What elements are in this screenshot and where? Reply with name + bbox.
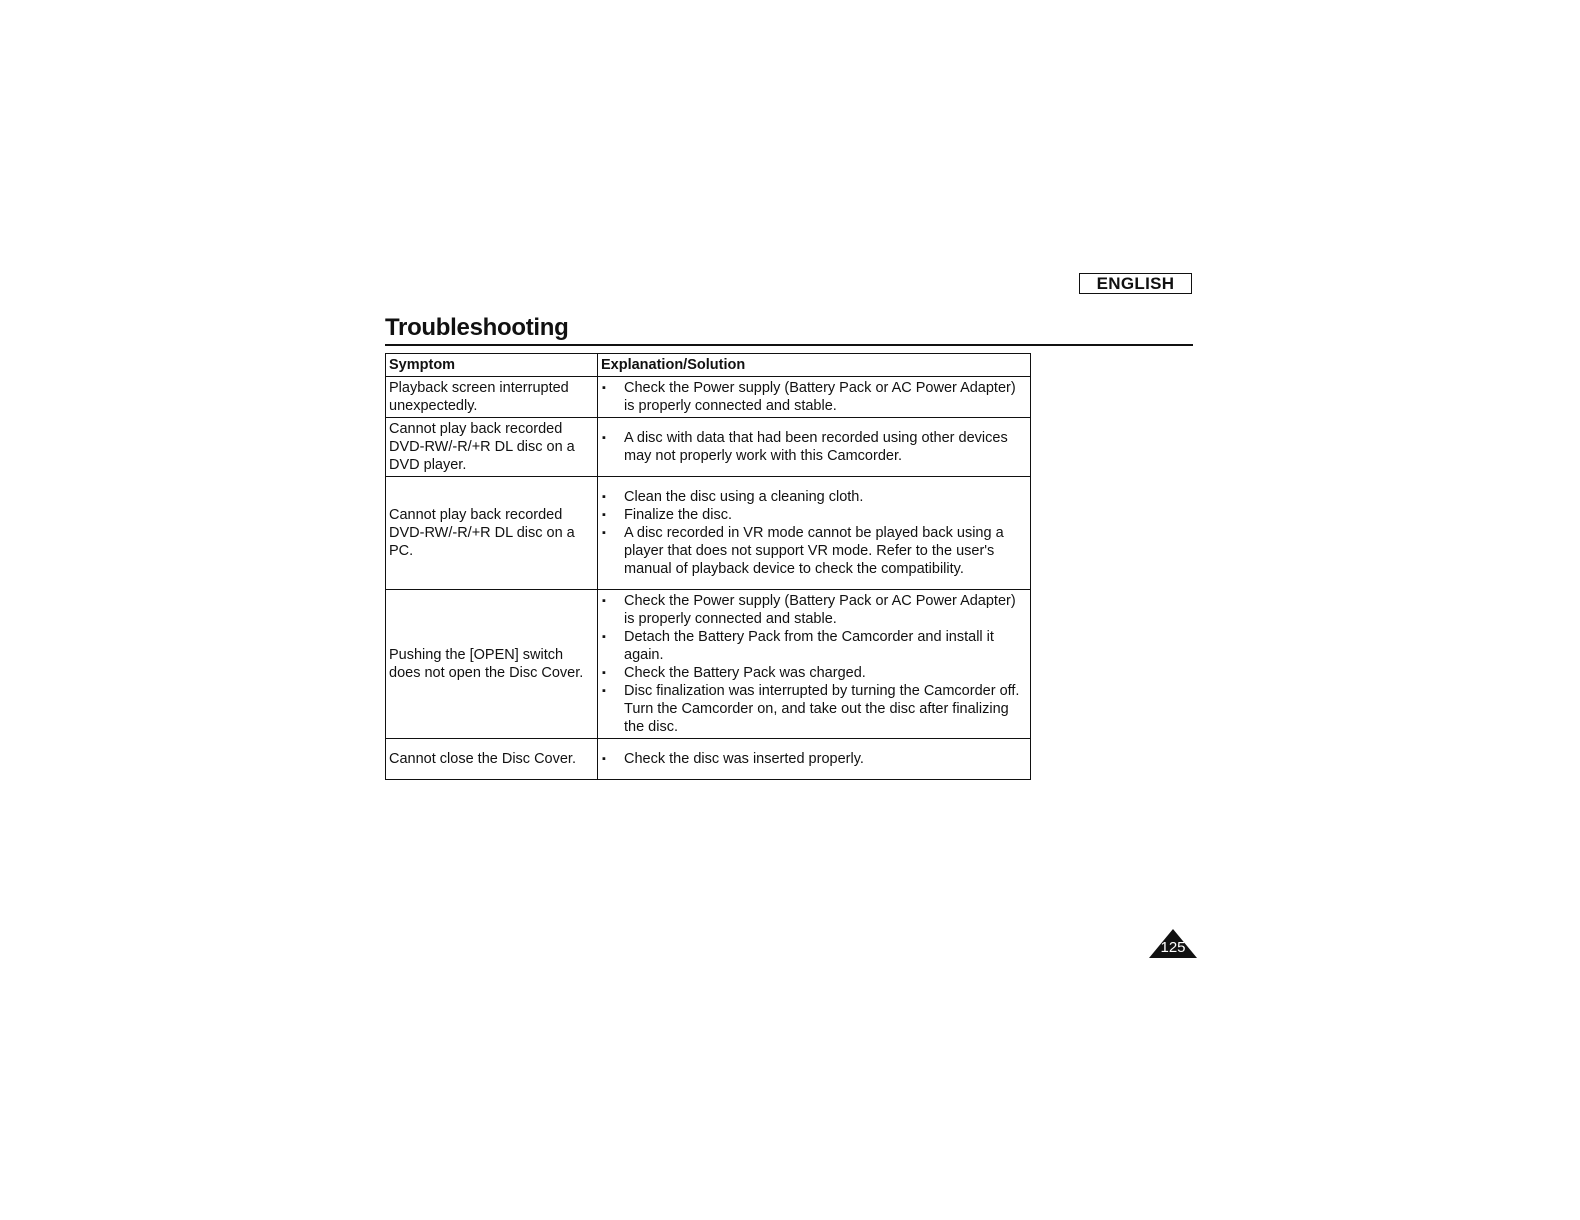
solution-list: [601, 429, 1027, 465]
table-header-row: [386, 354, 1031, 377]
bullet-icon: ▪: [602, 527, 606, 539]
troubleshooting-table: [385, 353, 1031, 780]
solution-item: [601, 750, 1027, 768]
solution-list: [601, 488, 1027, 578]
solution-text: A disc recorded in VR mode cannot be played back using a player that does not support VR mode. Refer to the user's manual of playback device to check the compatibility.: [624, 525, 1004, 577]
solution-text: Check the Power supply (Battery Pack or AC Power Adapter) is properly connected and stable.: [624, 593, 1016, 627]
symptom-cell: Cannot play back recorded DVD-RW/-R/+R DL disc on a PC.: [386, 477, 598, 590]
table-row: [386, 477, 1031, 590]
column-header-symptom: Symptom: [386, 354, 598, 377]
solution-text: Check the disc was inserted properly.: [624, 751, 864, 767]
solution-item: [601, 429, 1027, 465]
bullet-icon: ▪: [602, 667, 606, 679]
symptom-cell: Cannot play back recorded DVD-RW/-R/+R DL disc on a DVD player.: [386, 418, 598, 477]
bullet-icon: ▪: [602, 631, 606, 643]
solution-cell: [598, 418, 1031, 477]
solution-item: [601, 379, 1027, 415]
title-divider: [385, 344, 1193, 346]
solution-text: Finalize the disc.: [624, 507, 732, 523]
solution-cell: [598, 590, 1031, 739]
table-row: [386, 590, 1031, 739]
bullet-icon: ▪: [602, 685, 606, 697]
page-number-badge: [1149, 929, 1197, 958]
solution-cell: [598, 739, 1031, 780]
solution-item: [601, 488, 1027, 506]
column-header-solution: Explanation/Solution: [598, 354, 1031, 377]
bullet-icon: ▪: [602, 432, 606, 444]
bullet-icon: ▪: [602, 509, 606, 521]
page-number: 125: [1160, 939, 1186, 956]
page-title: Troubleshooting: [385, 314, 569, 341]
solution-item: [601, 506, 1027, 524]
bullet-icon: ▪: [602, 595, 606, 607]
solution-text: Check the Battery Pack was charged.: [624, 665, 866, 681]
solution-item: [601, 664, 1027, 682]
solution-item: [601, 682, 1027, 736]
symptom-cell: Cannot close the Disc Cover.: [386, 739, 598, 780]
solution-text: Clean the disc using a cleaning cloth.: [624, 489, 864, 505]
table-row: [386, 418, 1031, 477]
language-badge: ENGLISH: [1079, 273, 1192, 294]
bullet-icon: ▪: [602, 382, 606, 394]
solution-cell: [598, 477, 1031, 590]
symptom-cell: Pushing the [OPEN] switch does not open the Disc Cover.: [386, 590, 598, 739]
solution-text: Check the Power supply (Battery Pack or AC Power Adapter) is properly connected and stable.: [624, 380, 1016, 414]
solution-list: [601, 592, 1027, 736]
bullet-icon: ▪: [602, 491, 606, 503]
bullet-icon: ▪: [602, 753, 606, 765]
symptom-cell: Playback screen interrupted unexpectedly.: [386, 377, 598, 418]
solution-text: A disc with data that had been recorded using other devices may not properly work with this Camcorder.: [624, 430, 1008, 464]
solution-list: [601, 379, 1027, 415]
solution-item: [601, 592, 1027, 628]
solution-item: [601, 524, 1027, 578]
solution-list: [601, 750, 1027, 768]
table-row: [386, 377, 1031, 418]
solution-text: Detach the Battery Pack from the Camcorder and install it again.: [624, 629, 994, 663]
table-row: [386, 739, 1031, 780]
solution-item: [601, 628, 1027, 664]
solution-cell: [598, 377, 1031, 418]
solution-text: Disc finalization was interrupted by turning the Camcorder off. Turn the Camcorder on, and take out the disc after finalizing the disc.: [624, 683, 1020, 735]
